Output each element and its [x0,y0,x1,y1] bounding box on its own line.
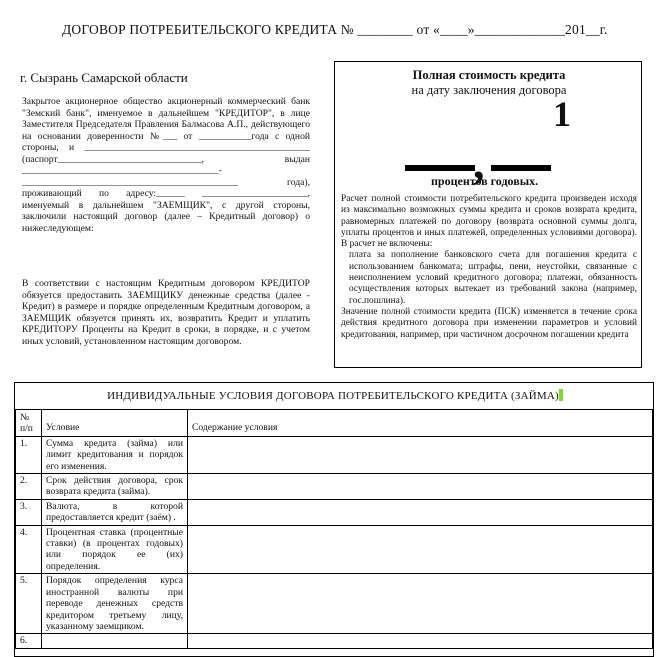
city-line: г. Сызрань Самарской области [20,70,188,85]
row-condition: Валюта, в которой предоставляется кредит (заём) . [42,499,188,525]
row-content[interactable] [188,499,653,525]
table-row [16,634,653,648]
percent-label: процентов годовых. [431,174,539,188]
header-condition: Условие [42,410,188,437]
table-row [16,574,653,634]
cost-calc-paragraph: Расчет полной стоимости потребительского кредита произведен исходя из максимально возможных суммы кредита и сроков возврата кредита, равномерных платежей по договору (возврата основной суммы долга, уплаты процентов и иных платежей, определенных условиями договора). В расчет не включены: [341,194,637,250]
row-content[interactable] [188,436,653,473]
decimal-comma: , [473,137,485,188]
table-row [16,499,653,525]
row-condition: Сумма кредита (займа) или лимит кредитования и порядок его изменения. [42,436,188,473]
row-condition [42,634,188,648]
header-num: № п/п [16,410,42,437]
row-condition: Порядок определения курса иностранной валюты при переводе денежных средств кредитором третьему лицу, указанному заемщиком. [42,574,188,634]
table-header-row [16,410,653,437]
table-row [16,474,653,500]
individual-conditions-section [14,382,654,657]
row-number: 6. [16,634,42,648]
row-number: 1. [16,436,42,473]
cost-excluded-paragraph: плата за пополнение банковского счета для погашения кредита с использованием банкомата; штрафы, пени, неустойки, связанные с неисполнением условий кредитного договора; платежи, обязанность осуществления которых вытекает из требований закона (например, гос.пошлина). [349,250,637,306]
table-row [16,525,653,574]
row-content[interactable] [188,474,653,500]
conditions-table [15,409,653,649]
row-content[interactable] [188,634,653,648]
row-condition: Срок действия договора, срок возврата кредита (займа). [42,474,188,500]
percent-integer-blank [405,165,475,171]
parties-paragraph: Закрытое акционерное общество акционерный коммерческий банк "Земский банк", именуемое в дальнейшем "КРЕДИТОР", в лице Заместителя Председателя Правления Балмасова А.П., действующего на основании доверенности №___ от ___________года с одной стороны, и _______________________________________________ (паспорт______________________________, выдан _________________________________________- _____________________________________________ года), проживающий по адресу:______ ______________________, именуемый в дальнейшем "ЗАЕМЩИК", с другой стороны, заключили настоящий договор (далее – Кредитный договор) о нижеследующем: [22,96,310,234]
total-cost-title: Полная стоимость кредита [412,68,566,82]
conditions-heading: ИНДИВИДУАЛЬНЫЕ УСЛОВИЯ ДОГОВОРА ПОТРЕБИТЕЛЬСКОГО КРЕДИТА (ЗАЙМА) [15,389,654,402]
subject-paragraph: В соответствии с настоящим Кредитным договором КРЕДИТОР обязуется предоставить ЗАЕМЩИКУ денежные средства (далее - Кредит) в размере и порядке определенным Кредитным договором, а ЗАЕМЩИК обязуется принять их, возвратить Кредит и уплатить КРЕДИТОРУ Проценты на Кредит в сроки, в порядке, и с учетом иных условий, установленном настоящим договором. [22,278,310,347]
row-content[interactable] [188,525,653,574]
cost-change-paragraph: Значение полной стоимости кредита (ПСК) изменяется в течение срока действия кредитного договора при изменении параметров и условий кредитования, например, при частичном досрочном погашении кредита [341,306,637,340]
header-content: Содержание условия [188,410,653,437]
percent-fraction-blank [491,165,551,171]
table-row [16,436,653,473]
total-cost-subtitle: на дату заключения договора [411,83,567,97]
row-number: 4. [16,525,42,574]
row-number: 3. [16,499,42,525]
total-cost-explanation [341,194,637,341]
text-cursor-highlight [559,389,563,401]
document-title: ДОГОВОР ПОТРЕБИТЕЛЬСКОГО КРЕДИТА № ________ от «____»_____________201__г. [62,22,608,37]
row-number: 5. [16,574,42,634]
row-number: 2. [16,474,42,500]
row-condition: Процентная ставка (процентные ставки) (в процентах годовых) или порядок ее (их) определения. [42,525,188,574]
total-cost-box [334,61,642,368]
total-cost-figure: 1 [553,94,571,134]
row-content[interactable] [188,574,653,634]
